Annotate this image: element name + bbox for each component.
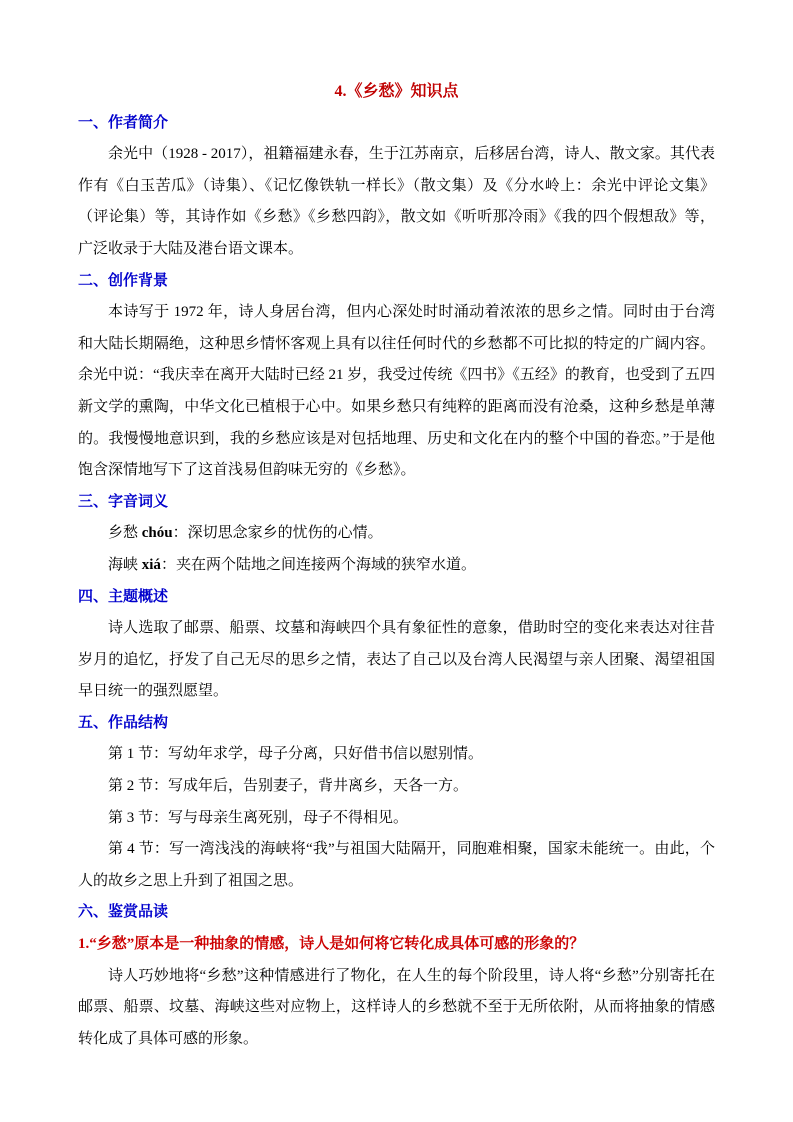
stanza-4-line: 第 4 节：写一湾浅浅的海峡将“我”与祖国大陆隔开，同胞难相聚，国家未能统一。由此，个人的故乡之思上升到了祖国之思。 (78, 841, 715, 889)
section-heading-creation-background: 二、创作背景 (78, 272, 169, 289)
word-definition: ：夹在两个陆地之间连接两个海域的狭窄水道。 (160, 556, 476, 573)
word-term: 海峡 (108, 556, 142, 573)
word-pinyin: chóu (141, 525, 173, 542)
document-title: 4.《乡愁》知识点 (334, 83, 459, 100)
appreciation-answer-1: 诗人巧妙地将“乡愁”这种情感进行了物化，在人生的每个阶段里，诗人将“乡愁”分别寄托在邮票、船票、坟墓、海峡这些对应物上，这样诗人的乡愁就不至于无所依附，从而将抽象的情感转化成了具体可感的形象。 (78, 967, 715, 1047)
word-entry-xiangchou (78, 518, 715, 550)
word-definition: ：深切思念家乡的忧伤的心情。 (172, 525, 383, 542)
creation-background-paragraph: 本诗写于 1972 年，诗人身居台湾，但内心深处时时涌动着浓浓的思乡之情。同时由于台湾和大陆长期隔绝，这种思乡情怀客观上具有以往任何时代的乡愁都不可比拟的特定的广阔内容。余光中说：“我庆幸在离开大陆时已经 21 岁，我受过传统《四书》《五经》的教育，也受到了五四新文学的熏陶，中华文化已植根于心中。如果乡愁只有纯粹的距离而没有沧桑，这种乡愁是单薄的。我慢慢地意识到，我的乡愁应该是对包括地理、历史和文化在内的整个中国的眷恋。”于是他饱含深情地写下了这首浅易但韵味无穷的《乡愁》。 (78, 304, 715, 479)
section-heading-appreciation: 六、鉴赏品读 (78, 904, 169, 921)
author-intro-paragraph: 余光中（1928 - 2017），祖籍福建永春，生于江苏南京，后移居台湾，诗人、散文家。其代表作有《白玉苦瓜》（诗集）、《记忆像铁轨一样长》（散文集）及《分水岭上：余光中评论文集》（评论集）等，其诗作如《乡愁》《乡愁四韵》，散文如《听听那冷雨》《我的四个假想敌》等，广泛收录于大陆及港台语文课本。 (78, 146, 715, 257)
theme-summary-paragraph: 诗人选取了邮票、船票、坟墓和海峡四个具有象征性的意象，借助时空的变化来表达对往昔岁月的追忆，抒发了自己无尽的思乡之情，表达了自己以及台湾人民渴望与亲人团聚、渴望祖国早日统一的强烈愿望。 (78, 620, 715, 700)
section-heading-theme-summary: 四、主题概述 (78, 588, 169, 605)
section-heading-author-intro: 一、作者简介 (78, 114, 169, 131)
word-entry-haixia (78, 550, 715, 582)
section-heading-work-structure: 五、作品结构 (78, 714, 169, 731)
word-pinyin: xiá (141, 556, 161, 573)
stanza-1-line: 第 1 节：写幼年求学，母子分离，只好借书信以慰别情。 (108, 746, 484, 763)
stanza-2-line: 第 2 节：写成年后，告别妻子，背井离乡，天各一方。 (108, 778, 469, 795)
section-heading-pronunciation-meaning: 三、字音词义 (78, 493, 169, 510)
word-term: 乡愁 (108, 525, 142, 542)
appreciation-question-1: 1.“乡愁”原本是一种抽象的情感，诗人是如何将它转化成具体可感的形象的？ (78, 936, 585, 953)
stanza-3-line: 第 3 节：写与母亲生离死别，母子不得相见。 (108, 809, 409, 826)
